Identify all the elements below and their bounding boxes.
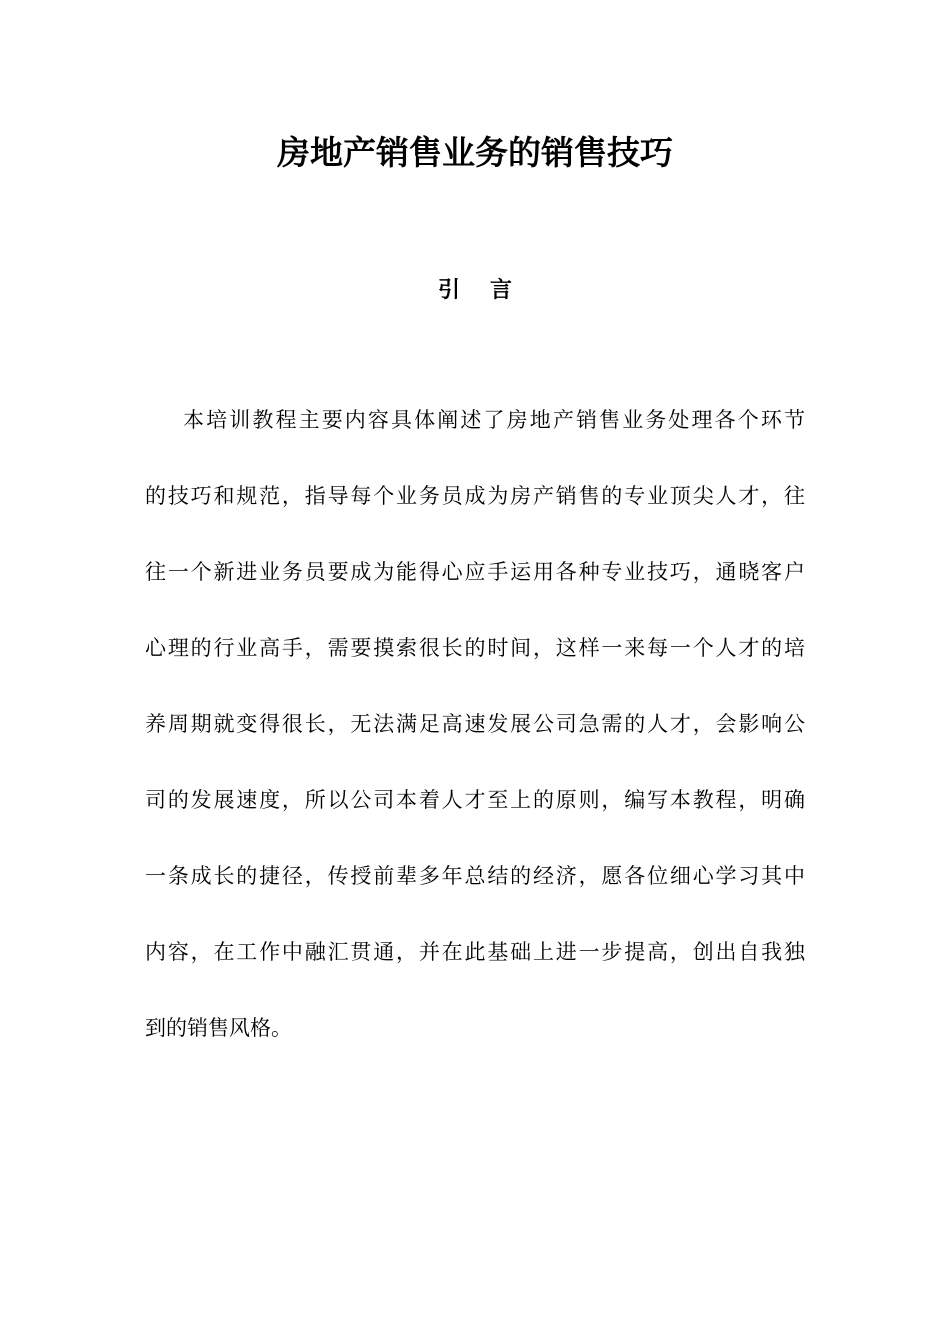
paragraph-line: 养周期就变得很长，无法满足高速发展公司急需的人才，会影响公 [145,712,805,736]
intro-paragraph [145,404,805,1088]
paragraph-line: 心理的行业高手，需要摸索很长的时间，这样一来每一个人才的培 [145,636,805,660]
paragraph-line: 到的销售风格。 [145,1016,292,1040]
section-heading: 引言 [437,277,542,303]
paragraph-line: 内容，在工作中融汇贯通，并在此基础上进一步提高，创出自我独 [145,940,805,964]
paragraph-line: 司的发展速度，所以公司本着人才至上的原则，编写本教程，明确 [145,788,805,812]
paragraph-line: 往一个新进业务员要成为能得心应手运用各种专业技巧，通晓客户 [145,560,805,584]
paragraph-line: 本培训教程主要内容具体阐述了房地产销售业务处理各个环节 [183,408,805,432]
paragraph-line: 一条成长的捷径，传授前辈多年总结的经济，愿各位细心学习其中 [145,864,805,888]
document-title: 房地产销售业务的销售技巧 [277,133,673,172]
paragraph-line: 的技巧和规范，指导每个业务员成为房产销售的专业顶尖人才，往 [145,484,805,508]
